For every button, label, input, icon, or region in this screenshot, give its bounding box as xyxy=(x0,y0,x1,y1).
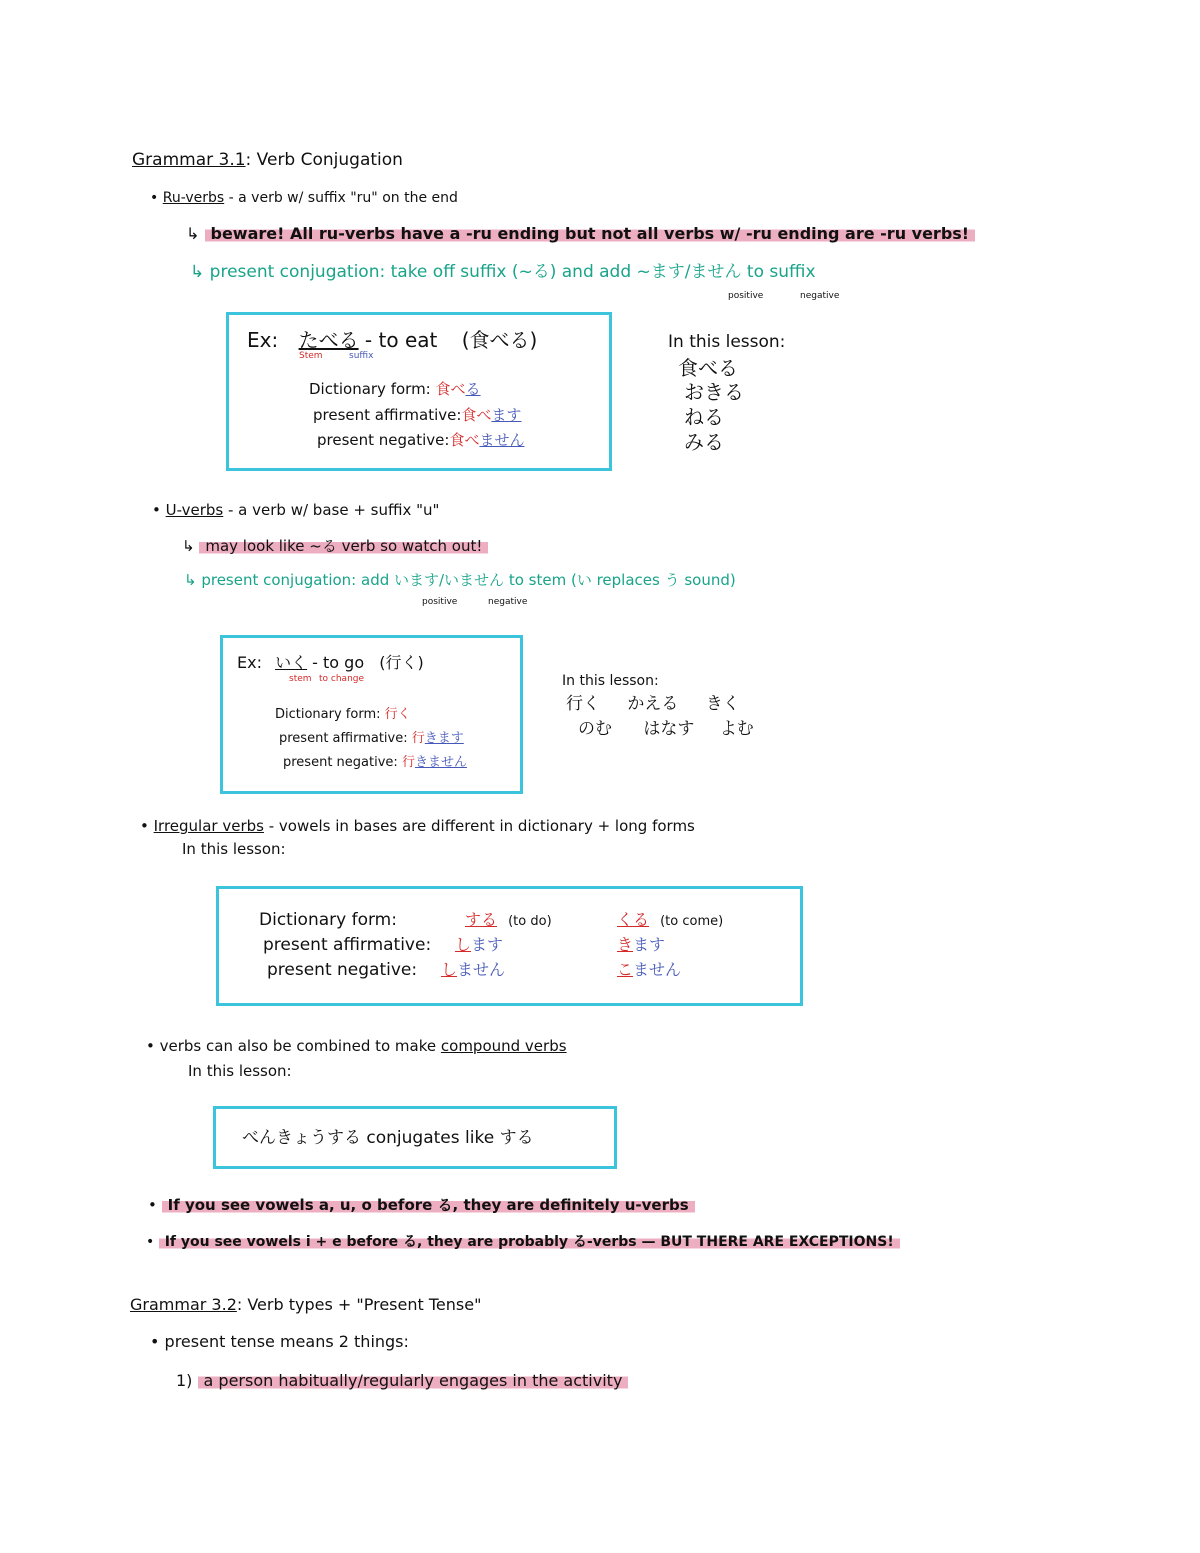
compound-box-text: べんきょうする conjugates like する xyxy=(242,1128,534,1148)
ex1-aff-label: present affirmative: xyxy=(313,406,462,424)
lesson1-item: おきる xyxy=(684,380,744,404)
ex2-stem-note: stem xyxy=(289,674,312,684)
beware-line xyxy=(186,223,975,245)
negative-note: negative xyxy=(800,291,840,301)
rule-2: • If you see vowels i + e before る, they are probably る-verbs — BUT THERE ARE EXCEPTIONS! xyxy=(146,1231,900,1253)
ex1-neg-label: present negative: xyxy=(317,431,450,449)
ru-verbs-line: • Ru-verbs - a verb w/ suffix "ru" on the end xyxy=(150,190,458,206)
compound-line: • verbs can also be combined to make compound verbs xyxy=(146,1037,567,1055)
irr-suru-aff-suffix: ます xyxy=(471,935,504,954)
example-box-u xyxy=(220,635,523,794)
irr-kuru-aff-stem: き xyxy=(617,935,634,954)
u-present-text: present conjugation: add います/いません to stem (い replaces う sound) xyxy=(201,571,736,589)
compound-lesson: In this lesson: xyxy=(188,1062,292,1080)
ex1-word: たべる xyxy=(298,328,359,352)
ex1-neg-row xyxy=(317,429,524,451)
grammar-31-heading xyxy=(132,149,403,171)
grammar-31-label: Grammar 3.1 xyxy=(132,150,246,170)
ex1-dict-suffix: る xyxy=(465,380,481,398)
compound-label: compound verbs xyxy=(440,1037,567,1055)
ex1-aff-suffix: ます xyxy=(491,406,522,424)
u-verbs-label: U-verbs xyxy=(165,501,224,519)
irr-kuru-neg-stem: こ xyxy=(617,960,634,979)
lesson2-item: かえる xyxy=(627,694,679,714)
lesson2-row1 xyxy=(566,693,740,715)
arrow-icon: ↳ xyxy=(186,224,205,243)
irr-suru-aff-stem: し xyxy=(455,935,472,954)
ex1-ex: Ex: xyxy=(247,328,279,352)
ex1-neg-suffix: ません xyxy=(479,431,525,449)
compound-box xyxy=(213,1106,617,1169)
grammar-32-label: Grammar 3.2 xyxy=(130,1295,237,1314)
irr-kuru-neg xyxy=(617,959,681,981)
ex2-word: いく xyxy=(275,653,308,672)
irr-suru-dict xyxy=(465,909,552,933)
ex1-dict-label: Dictionary form: xyxy=(309,380,431,398)
ex1-suffix-note: suffix xyxy=(349,351,374,361)
irr-suru-neg xyxy=(441,959,505,981)
irr-suru-neg-suffix: ません xyxy=(457,960,506,979)
present-item-1 xyxy=(176,1370,628,1392)
positive-note: positive xyxy=(422,597,458,607)
beware-text: beware! All ru-verbs have a -ru ending but not all verbs w/ -ru ending are -ru verbs! xyxy=(205,224,976,243)
ex1-kanji: (食べる) xyxy=(461,328,538,352)
negative-note: negative xyxy=(488,597,528,607)
present-item-1-num: 1) xyxy=(176,1371,193,1390)
arrow-icon: ↳ xyxy=(184,571,202,589)
irr-kuru-gloss: (to come) xyxy=(660,914,724,929)
ex1-stem-note: Stem xyxy=(299,351,323,361)
irr-aff-label: present affirmative: xyxy=(263,935,432,955)
ex2-aff-stem: 行 xyxy=(411,731,425,746)
irr-suru-neg-stem: し xyxy=(441,960,458,979)
ex2-meaning: - to go xyxy=(307,653,365,672)
ex2-aff-label: present affirmative: xyxy=(279,731,408,746)
rule-1-text: If you see vowels a, u, o before る, they are definitely u-verbs xyxy=(162,1196,695,1214)
ex1-aff-row xyxy=(313,404,521,426)
irregular-line: • Irregular verbs - vowels in bases are different in dictionary + long forms xyxy=(140,817,695,835)
lesson2-item: よむ xyxy=(719,719,754,739)
ex2-neg-suffix: きません xyxy=(414,755,467,770)
ex1-headline xyxy=(247,328,537,352)
ex2-aff-suffix: きます xyxy=(424,731,464,746)
irr-kuru-aff-suffix: ます xyxy=(633,935,666,954)
lesson1-title: In this lesson: xyxy=(668,332,786,352)
lesson1-item: みる xyxy=(684,430,724,454)
irr-suru: する xyxy=(465,910,498,929)
ru-verbs-def: - a verb w/ suffix "ru" on the end xyxy=(224,190,458,206)
ex2-dict-val: 行く xyxy=(384,707,411,722)
irr-kuru-dict xyxy=(617,909,723,933)
ex1-aff-stem: 食べ xyxy=(461,406,492,424)
rule-2-text: If you see vowels i + e before る, they are probably る-verbs — BUT THERE ARE EXCEPTIONS! xyxy=(159,1234,900,1250)
u-watch-line xyxy=(182,535,488,557)
arrow-icon: ↳ xyxy=(190,262,210,282)
arrow-icon: ↳ xyxy=(182,537,200,555)
irr-kuru: くる xyxy=(617,910,650,929)
ex2-dict-label: Dictionary form: xyxy=(275,707,381,722)
irr-suru-gloss: (to do) xyxy=(508,914,552,929)
irr-dict-label: Dictionary form: xyxy=(259,910,397,930)
ru-present-text: present conjugation: take off suffix (~る) and add ~ます/ません to suffix xyxy=(209,262,816,282)
ex1-dict-stem: 食べ xyxy=(435,380,466,398)
irr-suru-aff xyxy=(455,934,503,956)
irregular-box xyxy=(216,886,803,1006)
present-tense-text: present tense means 2 things: xyxy=(164,1332,409,1351)
lesson2-item: のむ xyxy=(578,719,612,739)
grammar-31-title: : Verb Conjugation xyxy=(245,150,403,170)
u-present-line xyxy=(184,569,736,591)
example-box-ru xyxy=(226,312,612,471)
ex2-kanji: (行く) xyxy=(379,653,424,672)
u-verbs-line: • U-verbs - a verb w/ base + suffix "u" xyxy=(152,501,440,519)
lesson2-title: In this lesson: xyxy=(562,673,659,689)
ex1-neg-stem: 食べ xyxy=(449,431,480,449)
lesson2-row2 xyxy=(578,718,754,740)
ex2-headline xyxy=(237,652,424,674)
ex2-aff-row xyxy=(279,728,464,750)
ex2-change-note: to change xyxy=(319,674,365,684)
u-verbs-def: - a verb w/ base + suffix "u" xyxy=(223,501,440,519)
lesson2-item: きく xyxy=(705,694,740,714)
ex1-dict-row xyxy=(309,378,481,400)
lesson2-item: 行く xyxy=(566,694,600,714)
positive-note: positive xyxy=(728,291,764,301)
present-item-1-text: a person habitually/regularly engages in the activity xyxy=(198,1371,629,1390)
present-tense-line: • present tense means 2 things: xyxy=(150,1332,409,1351)
irr-neg-label: present negative: xyxy=(267,960,418,980)
irregular-def: - vowels in bases are different in dictionary + long forms xyxy=(263,817,695,835)
irregular-lesson: In this lesson: xyxy=(182,840,286,858)
lesson2-item: はなす xyxy=(643,719,695,739)
compound-pre: verbs can also be combined to make xyxy=(159,1037,441,1055)
irr-kuru-neg-suffix: ません xyxy=(633,960,682,979)
irregular-label: Irregular verbs xyxy=(153,817,264,835)
rule-1: • If you see vowels a, u, o before る, they are definitely u-verbs xyxy=(148,1194,695,1216)
u-watch-text: may look like ~る verb so watch out! xyxy=(199,537,488,555)
grammar-32-title: : Verb types + "Present Tense" xyxy=(236,1295,482,1314)
ex2-neg-stem: 行 xyxy=(401,755,415,770)
ex2-dict-row xyxy=(275,704,411,726)
ex2-neg-label: present negative: xyxy=(283,755,398,770)
lesson1-item: 食べる xyxy=(678,356,738,380)
ex2-neg-row xyxy=(283,752,467,774)
grammar-32-heading xyxy=(130,1294,481,1316)
irr-kuru-aff xyxy=(617,934,665,956)
ru-verbs-label: Ru-verbs xyxy=(162,190,225,206)
ru-present-line xyxy=(190,261,816,283)
ex1-meaning: - to eat xyxy=(358,328,438,352)
ex2-ex: Ex: xyxy=(237,653,262,672)
lesson1-item: ねる xyxy=(684,405,724,429)
